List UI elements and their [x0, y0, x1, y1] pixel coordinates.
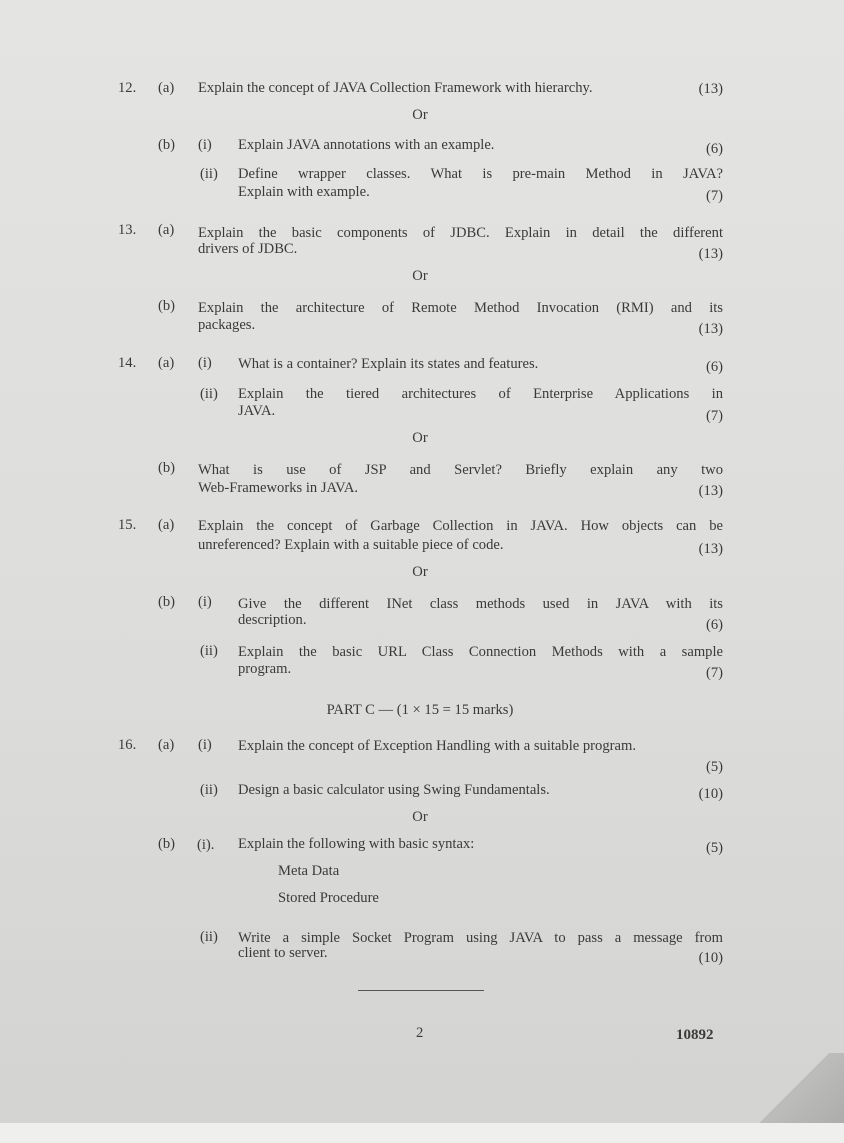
subpart-label: (i)	[198, 737, 212, 753]
question-text: Explain the concept of Garbage Collection in JAVA. How objects can be	[198, 518, 723, 534]
subpart-label: (i).	[197, 837, 215, 853]
section-heading: PART C — (1 × 15 = 15 marks)	[326, 702, 514, 718]
subpart-label: (ii)	[200, 782, 218, 798]
question-text: packages.	[198, 317, 256, 333]
question-text: drivers of JDBC.	[198, 241, 298, 257]
question-text: client to server.	[238, 945, 328, 961]
or-separator: Or	[412, 430, 428, 446]
marks: (13)	[698, 483, 723, 499]
question-text: Design a basic calculator using Swing Fundamentals.	[238, 782, 550, 798]
question-text: Give the different INet class methods used in JAVA with its	[238, 596, 723, 612]
question-number: 13.	[118, 222, 137, 238]
question-text: What is use of JSP and Servlet? Briefly explain any two	[198, 462, 723, 478]
part-label: (a)	[158, 737, 175, 753]
marks: (7)	[705, 188, 723, 204]
part-label: (b)	[158, 594, 176, 610]
marks: (6)	[705, 141, 723, 157]
question-text: Explain the following with basic syntax:	[238, 836, 475, 852]
marks: (7)	[705, 408, 723, 424]
page-number: 2	[416, 1025, 424, 1041]
or-separator: Or	[412, 564, 428, 580]
subpart-label: (ii)	[200, 386, 218, 402]
marks: (10)	[698, 950, 723, 966]
question-number: 15.	[118, 517, 137, 533]
question-text: Define wrapper classes. What is pre-main Method in JAVA?	[238, 166, 723, 182]
question-text: Explain the architecture of Remote Method Invocation (RMI) and its	[198, 300, 723, 316]
or-separator: Or	[412, 809, 428, 825]
marks: (13)	[698, 81, 723, 97]
subpart-label: (i)	[198, 594, 212, 610]
part-label: (a)	[158, 517, 175, 533]
question-text: What is a container? Explain its states and features.	[238, 356, 539, 372]
subpart-label: (i)	[198, 355, 212, 371]
question-number: 12.	[118, 80, 137, 96]
question-text: Explain with example.	[238, 184, 370, 200]
part-label: (b)	[158, 836, 176, 852]
question-number: 16.	[118, 737, 137, 753]
marks: (6)	[705, 359, 723, 375]
question-text: Explain JAVA annotations with an example.	[238, 137, 495, 153]
marks: (6)	[705, 617, 723, 633]
question-text: Web-Frameworks in JAVA.	[198, 480, 359, 496]
part-label: (b)	[158, 137, 176, 153]
list-item: Stored Procedure	[278, 890, 379, 906]
marks: (13)	[698, 321, 723, 337]
question-text: JAVA.	[238, 403, 276, 419]
paper-code: 10892	[676, 1027, 714, 1043]
question-text: Explain the concept of JAVA Collection Framework with hierarchy.	[198, 80, 593, 96]
question-text: Explain the basic URL Class Connection Methods with a sample	[238, 644, 723, 660]
question-text: unreferenced? Explain with a suitable piece of code.	[198, 537, 504, 553]
list-item: Meta Data	[278, 863, 340, 879]
question-text: Explain the tiered architectures of Enterprise Applications in	[238, 386, 723, 402]
question-text: description.	[238, 612, 307, 628]
part-label: (a)	[158, 222, 175, 238]
marks: (13)	[698, 246, 723, 262]
question-number: 14.	[118, 355, 137, 371]
question-text: Explain the basic components of JDBC. Explain in detail the different	[198, 225, 723, 241]
part-label: (a)	[158, 355, 175, 371]
end-rule	[358, 990, 484, 991]
page-edge	[0, 1123, 844, 1143]
or-separator: Or	[412, 268, 428, 284]
marks: (5)	[705, 759, 723, 775]
part-label: (b)	[158, 460, 176, 476]
marks: (10)	[698, 786, 723, 802]
subpart-label: (i)	[198, 137, 212, 153]
marks: (13)	[698, 541, 723, 557]
question-text: Write a simple Socket Program using JAVA to pass a message from	[238, 930, 723, 946]
marks: (5)	[705, 840, 723, 856]
subpart-label: (ii)	[200, 166, 218, 182]
subpart-label: (ii)	[200, 643, 218, 659]
subpart-label: (ii)	[200, 929, 218, 945]
question-text: program.	[238, 661, 292, 677]
part-label: (a)	[158, 80, 175, 96]
marks: (7)	[705, 665, 723, 681]
part-label: (b)	[158, 298, 176, 314]
question-text: Explain the concept of Exception Handling with a suitable program.	[238, 738, 636, 754]
or-separator: Or	[412, 107, 428, 123]
